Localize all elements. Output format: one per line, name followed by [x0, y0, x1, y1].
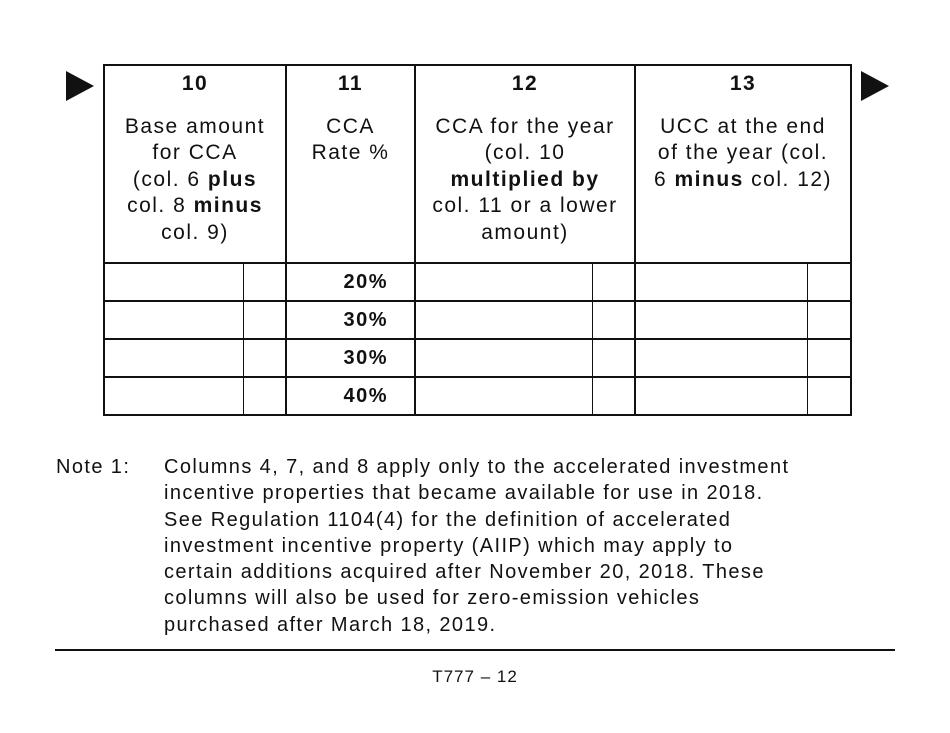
- rate-cell: 30%: [286, 301, 415, 339]
- footer-divider: [55, 649, 895, 651]
- table-row: [104, 301, 851, 339]
- note-line: Columns 4, 7, and 8 apply only to the accelerated investment: [164, 456, 790, 478]
- cca-table: [103, 64, 852, 416]
- col12-amount-input[interactable]: [415, 377, 592, 415]
- col13-cents-input[interactable]: [807, 377, 851, 415]
- col10-amount-input[interactable]: [104, 263, 243, 301]
- col10-cents-input[interactable]: [243, 263, 286, 301]
- table-row: [104, 263, 851, 301]
- col10-amount-input[interactable]: [104, 377, 243, 415]
- col12-cents-input[interactable]: [592, 377, 635, 415]
- note-line: See Regulation 1104(4) for the definition of accelerated: [164, 508, 732, 531]
- header-line: col. 9): [161, 220, 229, 244]
- column-number: 12: [511, 72, 539, 95]
- column-number: 10: [181, 72, 209, 95]
- rate-cell: 20%: [286, 263, 415, 301]
- column-number: 11: [337, 72, 364, 95]
- header-line: amount): [481, 220, 569, 244]
- right-arrow-icon: [861, 71, 889, 101]
- col10-amount-input[interactable]: [104, 301, 243, 339]
- header-line: UCC at the end: [660, 114, 826, 138]
- header-line: Rate %: [311, 141, 390, 164]
- header-line: (col. 10: [484, 141, 566, 164]
- note-line: certain additions acquired after November 20, 2018. These: [164, 561, 765, 584]
- header-line: CCA for the year: [435, 114, 615, 138]
- table-header-row: [104, 65, 851, 263]
- col13-amount-input[interactable]: [635, 339, 807, 377]
- col10-cents-input[interactable]: [243, 377, 286, 415]
- col12-cents-input[interactable]: [592, 339, 635, 377]
- col12-amount-input[interactable]: [415, 263, 592, 301]
- header-line: CCA: [326, 114, 375, 138]
- header-line: for CCA: [152, 141, 238, 164]
- col12-amount-input[interactable]: [415, 301, 592, 339]
- note-line: investment incentive property (AIIP) which may apply to: [164, 534, 734, 557]
- header-line: Base amount: [124, 114, 266, 138]
- col13-cents-input[interactable]: [807, 263, 851, 301]
- note-label: Note 1:: [56, 456, 131, 478]
- note-1: [56, 454, 896, 638]
- col13-cents-input[interactable]: [807, 339, 851, 377]
- note-line: columns will also be used for zero-emission vehicles: [164, 587, 701, 610]
- left-arrow-icon: [66, 71, 94, 101]
- column-13-header: [635, 65, 851, 263]
- header-line: multiplied by: [450, 167, 600, 191]
- column-number: 13: [729, 72, 757, 95]
- note-line: purchased after March 18, 2019.: [164, 613, 497, 636]
- rate-cell: 30%: [286, 339, 415, 377]
- col12-cents-input[interactable]: [592, 263, 635, 301]
- table-row: [104, 377, 851, 415]
- note-line: incentive properties that became available for use in 2018.: [164, 482, 764, 505]
- rate-cell: 40%: [286, 377, 415, 415]
- table-row: [104, 339, 851, 377]
- page-footer: T777 – 12: [432, 667, 518, 686]
- column-10-header: [104, 65, 286, 263]
- header-line: 6 minus col. 12): [653, 167, 833, 191]
- header-line: of the year (col.: [657, 141, 829, 164]
- column-12-header: [415, 65, 635, 263]
- header-line: (col. 6 plus: [132, 167, 258, 191]
- note-text: [164, 454, 896, 638]
- col10-cents-input[interactable]: [243, 339, 286, 377]
- header-line: col. 8 minus: [127, 194, 263, 217]
- col10-amount-input[interactable]: [104, 339, 243, 377]
- col13-amount-input[interactable]: [635, 377, 807, 415]
- column-11-header: [286, 65, 415, 263]
- header-line: col. 11 or a lower: [432, 194, 618, 217]
- col12-cents-input[interactable]: [592, 301, 635, 339]
- col13-cents-input[interactable]: [807, 301, 851, 339]
- col13-amount-input[interactable]: [635, 263, 807, 301]
- col10-cents-input[interactable]: [243, 301, 286, 339]
- col12-amount-input[interactable]: [415, 339, 592, 377]
- col13-amount-input[interactable]: [635, 301, 807, 339]
